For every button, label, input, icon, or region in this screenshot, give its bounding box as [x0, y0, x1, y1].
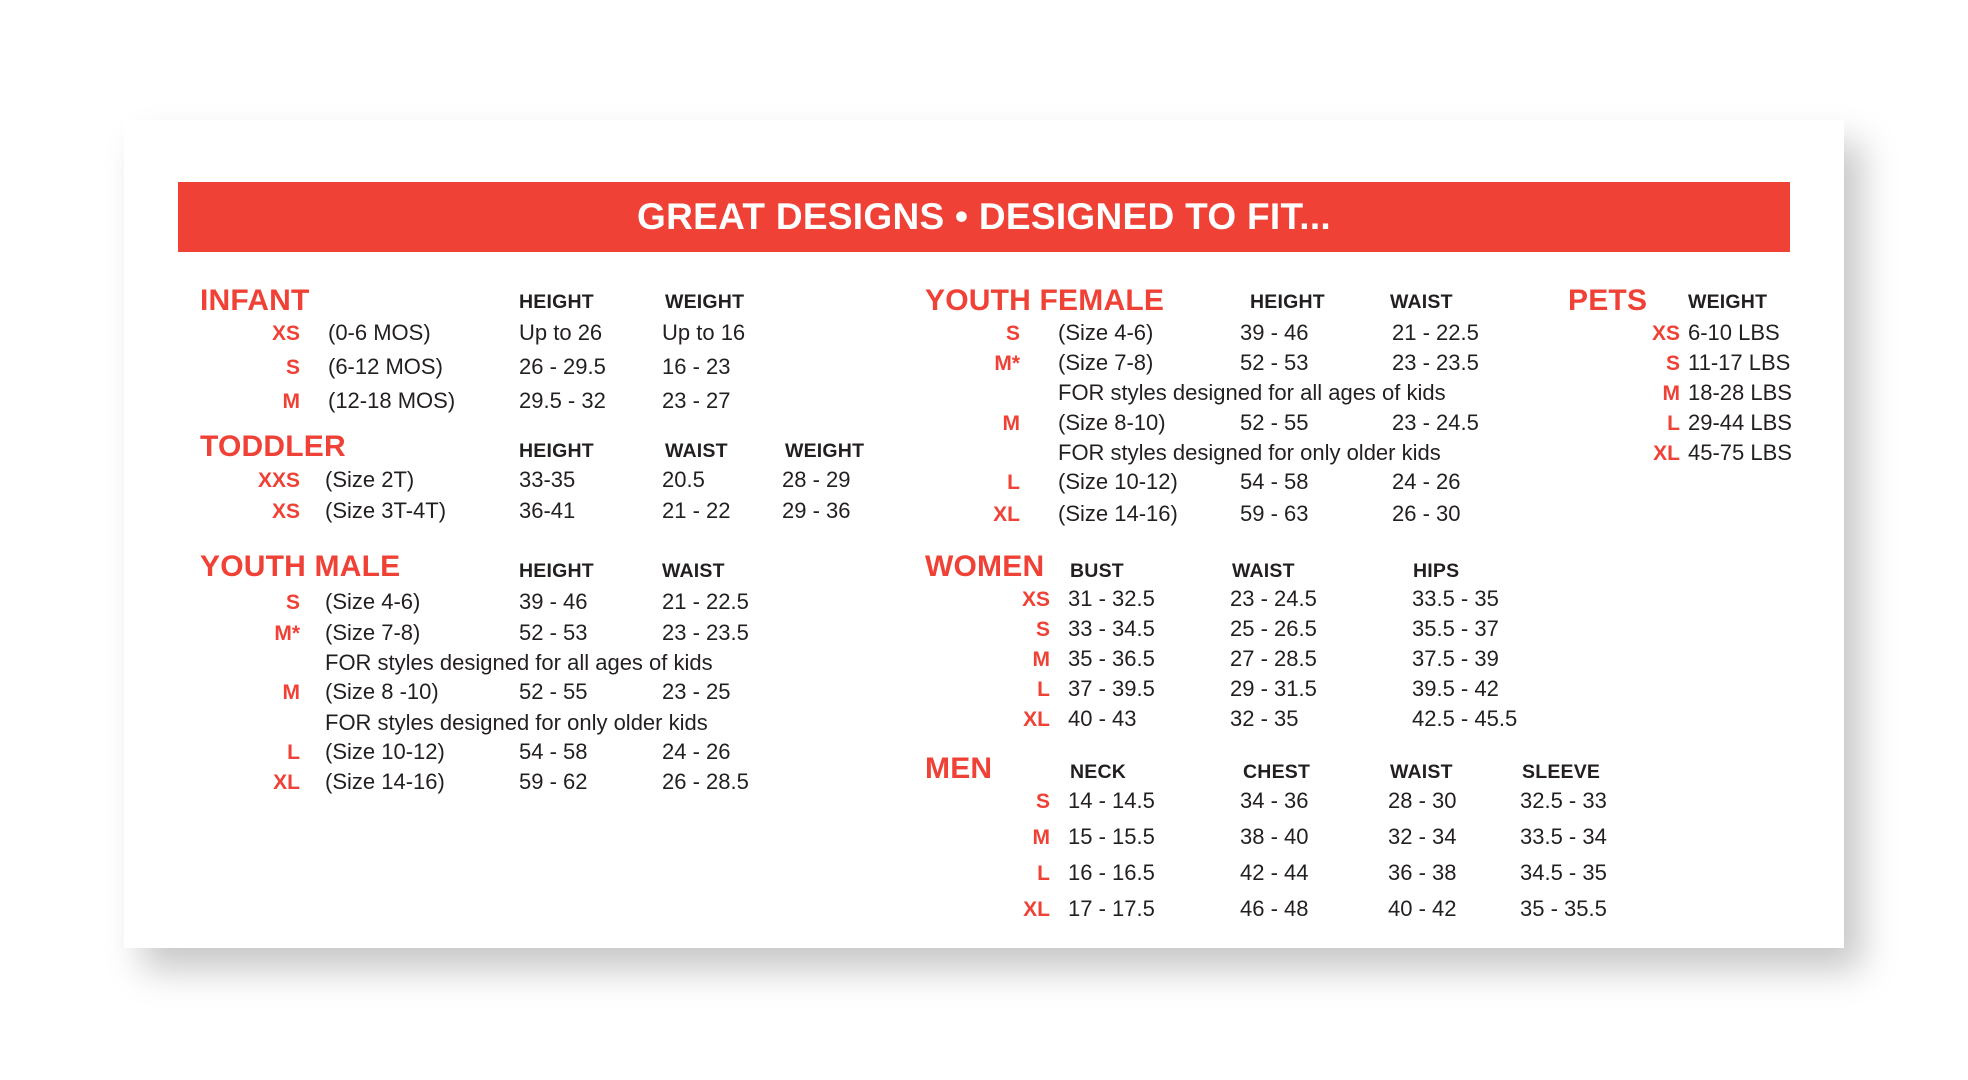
youth-female-row-3-height: 54 - 58 [1240, 469, 1309, 494]
men-row-3-waist: 40 - 42 [1388, 896, 1457, 921]
men-row-0-sleeve: 32.5 - 33 [1520, 788, 1607, 813]
youth-female-row-0-waist: 21 - 22.5 [1392, 320, 1479, 345]
women-header-bust: BUST [1070, 560, 1124, 582]
youth-female-row-4-desc: (Size 14-16) [1058, 501, 1178, 526]
youth-male-header-height: HEIGHT [519, 560, 594, 582]
youth-female-row-3-size: L [1007, 471, 1020, 494]
infant-row-2-weight: 23 - 27 [662, 388, 731, 413]
youth-male-row-2-height: 52 - 55 [519, 679, 588, 704]
youth-male-row-1-desc: (Size 7-8) [325, 620, 421, 645]
youth-male-row-3-height: 54 - 58 [519, 739, 588, 764]
pets-row-1-weight: 11-17 LBS [1688, 350, 1791, 375]
pets-row-0-weight: 6-10 LBS [1688, 320, 1780, 345]
women-row-1-bust: 33 - 34.5 [1068, 616, 1155, 641]
youth-male-row-0-desc: (Size 4-6) [325, 589, 421, 614]
youth-male-note-1: FOR styles designed for all ages of kids [325, 650, 713, 675]
youth-male-row-1-waist: 23 - 23.5 [662, 620, 749, 645]
infant-row-0-weight: Up to 16 [662, 320, 746, 345]
youth-male-header-waist: WAIST [662, 560, 725, 582]
youth-female-row-1-waist: 23 - 23.5 [1392, 350, 1479, 375]
group-title-pets: PETS [1568, 284, 1648, 317]
infant-row-1-size: S [285, 356, 300, 379]
youth-male-row-1-size: M* [274, 622, 300, 645]
men-header-chest: CHEST [1243, 761, 1311, 783]
group-title-women: WOMEN [925, 550, 1045, 583]
men-row-1-chest: 38 - 40 [1240, 824, 1309, 849]
group-title-men: MEN [925, 752, 993, 785]
women-row-3-waist: 29 - 31.5 [1230, 676, 1317, 701]
youth-male-row-3-desc: (Size 10-12) [325, 739, 445, 764]
men-row-0-neck: 14 - 14.5 [1068, 788, 1155, 813]
men-row-3-chest: 46 - 48 [1240, 896, 1309, 921]
youth-female-row-3-desc: (Size 10-12) [1058, 469, 1178, 494]
youth-female-row-1-size: M* [994, 352, 1020, 375]
youth-female-row-1-desc: (Size 7-8) [1058, 350, 1154, 375]
toddler-row-1-weight: 29 - 36 [782, 498, 851, 523]
women-header-hips: HIPS [1413, 560, 1460, 582]
women-row-3-size: L [1037, 678, 1050, 701]
youth-female-row-0-desc: (Size 4-6) [1058, 320, 1154, 345]
women-row-1-waist: 25 - 26.5 [1230, 616, 1317, 641]
toddler-row-0-weight: 28 - 29 [782, 467, 851, 492]
men-row-0-waist: 28 - 30 [1388, 788, 1457, 813]
infant-row-1-weight: 16 - 23 [662, 354, 731, 379]
youth-female-row-2-desc: (Size 8-10) [1058, 410, 1166, 435]
men-row-2-waist: 36 - 38 [1388, 860, 1457, 885]
women-row-0-hips: 33.5 - 35 [1412, 586, 1499, 611]
youth-female-row-4-size: XL [993, 503, 1020, 526]
group-title-youth-male: YOUTH MALE [200, 550, 401, 583]
toddler-row-0-waist: 20.5 [662, 467, 705, 492]
youth-male-row-1-height: 52 - 53 [519, 620, 588, 645]
women-row-2-hips: 37.5 - 39 [1412, 646, 1499, 671]
youth-male-row-0-size: S [285, 591, 300, 614]
youth-male-row-4-desc: (Size 14-16) [325, 769, 445, 794]
youth-female-header-waist: WAIST [1390, 291, 1453, 313]
pets-header-weight: WEIGHT [1688, 291, 1768, 313]
infant-row-1-desc: (6-12 MOS) [328, 354, 443, 379]
women-row-0-size: XS [1021, 588, 1050, 611]
toddler-header-weight: WEIGHT [785, 440, 865, 462]
men-header-sleeve: SLEEVE [1522, 761, 1601, 783]
youth-male-row-3-size: L [287, 741, 300, 764]
toddler-row-0-size: XXS [257, 469, 300, 492]
women-row-4-waist: 32 - 35 [1230, 706, 1299, 731]
men-row-3-neck: 17 - 17.5 [1068, 896, 1155, 921]
women-row-4-hips: 42.5 - 45.5 [1412, 706, 1518, 731]
women-row-0-bust: 31 - 32.5 [1068, 586, 1155, 611]
youth-male-row-2-desc: (Size 8 -10) [325, 679, 439, 704]
youth-female-row-0-height: 39 - 46 [1240, 320, 1309, 345]
youth-male-row-0-height: 39 - 46 [519, 589, 588, 614]
men-row-2-sleeve: 34.5 - 35 [1520, 860, 1607, 885]
youth-female-row-0-size: S [1005, 322, 1020, 345]
toddler-row-1-desc: (Size 3T-4T) [325, 498, 447, 523]
men-row-1-sleeve: 33.5 - 34 [1520, 824, 1607, 849]
toddler-header-waist: WAIST [665, 440, 728, 462]
youth-female-note-1: FOR styles designed for all ages of kids [1058, 380, 1446, 405]
youth-male-row-0-waist: 21 - 22.5 [662, 589, 749, 614]
banner-title: GREAT DESIGNS • DESIGNED TO FIT... [636, 196, 1332, 237]
women-row-1-hips: 35.5 - 37 [1412, 616, 1499, 641]
men-row-3-size: XL [1023, 898, 1050, 921]
group-title-toddler: TODDLER [200, 430, 346, 463]
men-row-2-size: L [1037, 862, 1050, 885]
women-row-2-waist: 27 - 28.5 [1230, 646, 1317, 671]
infant-header-weight: WEIGHT [665, 291, 745, 313]
group-title-youth-female: YOUTH FEMALE [925, 284, 1165, 317]
youth-female-row-2-height: 52 - 55 [1240, 410, 1309, 435]
group-title-infant: INFANT [200, 284, 310, 317]
toddler-row-1-height: 36-41 [519, 498, 576, 523]
women-row-2-size: M [1032, 648, 1050, 671]
men-header-neck: NECK [1070, 761, 1127, 783]
men-row-1-waist: 32 - 34 [1388, 824, 1457, 849]
infant-header-height: HEIGHT [519, 291, 594, 313]
men-header-waist: WAIST [1390, 761, 1453, 783]
toddler-row-0-height: 33-35 [519, 467, 576, 492]
men-row-3-sleeve: 35 - 35.5 [1520, 896, 1607, 921]
youth-female-row-1-height: 52 - 53 [1240, 350, 1309, 375]
pets-row-1-size: S [1665, 352, 1680, 375]
men-row-2-neck: 16 - 16.5 [1068, 860, 1155, 885]
women-row-1-size: S [1035, 618, 1050, 641]
infant-row-0-height: Up to 26 [519, 320, 603, 345]
women-row-4-size: XL [1023, 708, 1050, 731]
youth-male-row-3-waist: 24 - 26 [662, 739, 731, 764]
infant-row-2-desc: (12-18 MOS) [328, 388, 456, 413]
pets-row-4-size: XL [1653, 442, 1680, 465]
infant-row-2-size: M [282, 390, 300, 413]
youth-male-row-4-size: XL [273, 771, 300, 794]
men-row-1-size: M [1032, 826, 1050, 849]
youth-female-row-4-waist: 26 - 30 [1392, 501, 1461, 526]
women-row-4-bust: 40 - 43 [1068, 706, 1137, 731]
toddler-row-1-size: XS [271, 500, 300, 523]
toddler-row-0-desc: (Size 2T) [325, 467, 415, 492]
youth-female-row-4-height: 59 - 63 [1240, 501, 1309, 526]
men-row-1-neck: 15 - 15.5 [1068, 824, 1155, 849]
women-row-2-bust: 35 - 36.5 [1068, 646, 1155, 671]
youth-female-row-2-size: M [1002, 412, 1020, 435]
pets-row-3-weight: 29-44 LBS [1688, 410, 1792, 435]
infant-row-0-size: XS [271, 322, 300, 345]
pets-row-3-size: L [1667, 412, 1680, 435]
infant-row-2-height: 29.5 - 32 [519, 388, 606, 413]
women-row-3-bust: 37 - 39.5 [1068, 676, 1155, 701]
youth-male-row-2-size: M [282, 681, 300, 704]
toddler-header-height: HEIGHT [519, 440, 594, 462]
infant-row-0-desc: (0-6 MOS) [328, 320, 431, 345]
header-banner [178, 182, 1790, 252]
men-row-0-chest: 34 - 36 [1240, 788, 1309, 813]
youth-male-row-4-height: 59 - 62 [519, 769, 588, 794]
women-header-waist: WAIST [1232, 560, 1295, 582]
women-row-3-hips: 39.5 - 42 [1412, 676, 1499, 701]
youth-female-note-2: FOR styles designed for only older kids [1058, 440, 1441, 465]
infant-row-1-height: 26 - 29.5 [519, 354, 606, 379]
pets-row-2-weight: 18-28 LBS [1688, 380, 1792, 405]
youth-female-row-2-waist: 23 - 24.5 [1392, 410, 1479, 435]
pets-row-4-weight: 45-75 LBS [1688, 440, 1792, 465]
men-row-0-size: S [1035, 790, 1050, 813]
youth-male-note-2: FOR styles designed for only older kids [325, 710, 708, 735]
youth-male-row-4-waist: 26 - 28.5 [662, 769, 749, 794]
toddler-row-1-waist: 21 - 22 [662, 498, 731, 523]
youth-female-header-height: HEIGHT [1250, 291, 1325, 313]
women-row-0-waist: 23 - 24.5 [1230, 586, 1317, 611]
pets-row-0-size: XS [1651, 322, 1680, 345]
men-row-2-chest: 42 - 44 [1240, 860, 1309, 885]
youth-female-row-3-waist: 24 - 26 [1392, 469, 1461, 494]
youth-male-row-2-waist: 23 - 25 [662, 679, 731, 704]
pets-row-2-size: M [1662, 382, 1680, 405]
